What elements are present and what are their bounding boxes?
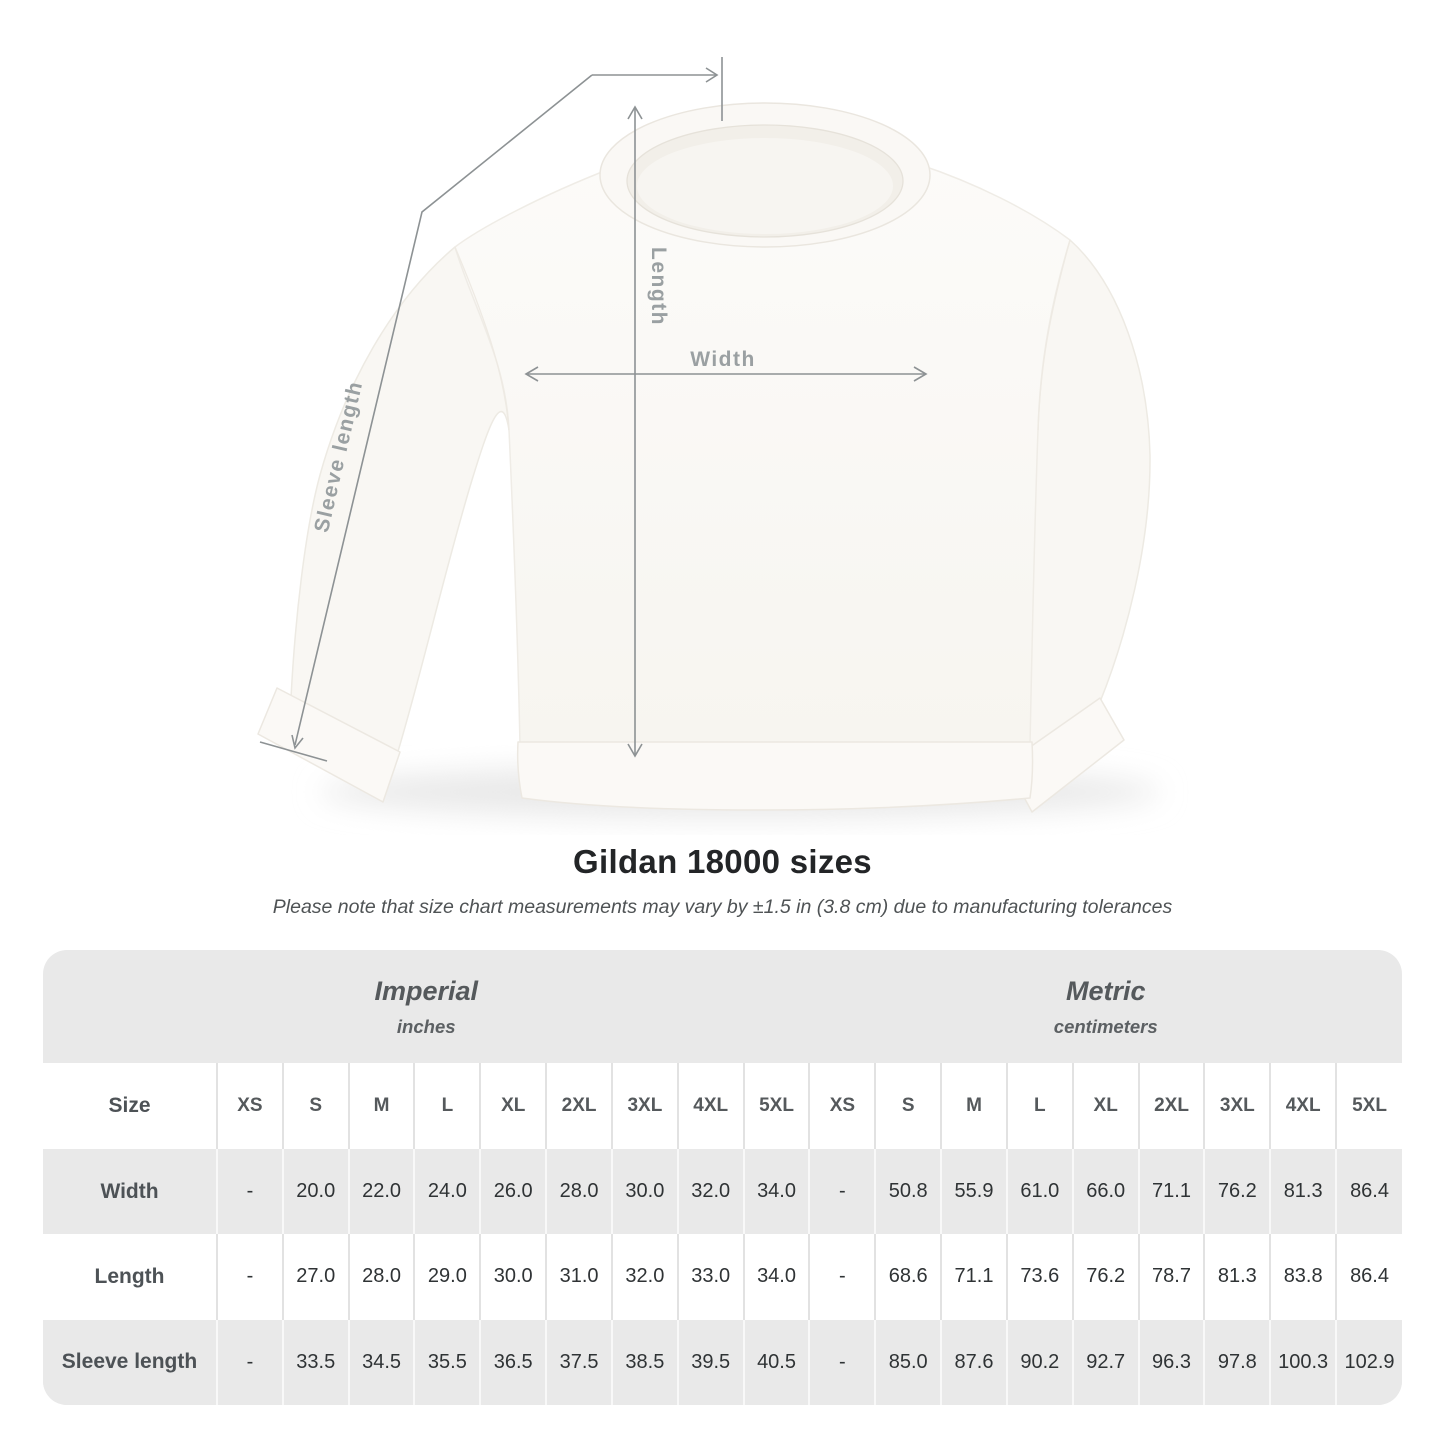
size-col-header: 3XL <box>1204 1063 1270 1148</box>
measurement-cell: 34.0 <box>744 1149 810 1234</box>
size-col-header: 2XL <box>546 1063 612 1148</box>
measurement-cell: 73.6 <box>1007 1234 1073 1319</box>
row-label: Width <box>100 1179 159 1203</box>
measurement-cell: - <box>217 1320 283 1405</box>
size-col-header: 3XL <box>612 1063 678 1148</box>
measurement-cell: 29.0 <box>414 1234 480 1319</box>
size-col-header: XL <box>1073 1063 1139 1148</box>
measurement-cell: 76.2 <box>1073 1234 1139 1319</box>
measurement-cell: 34.0 <box>744 1234 810 1319</box>
row-label: Length <box>94 1264 165 1288</box>
measurement-cell: 100.3 <box>1270 1320 1336 1405</box>
measurement-cell: 26.0 <box>480 1149 546 1234</box>
size-table <box>43 950 1402 1405</box>
measurement-cell: 96.3 <box>1139 1320 1205 1405</box>
measurement-cell: 102.9 <box>1336 1320 1402 1405</box>
size-col-header: S <box>875 1063 941 1148</box>
measurement-cell: 50.8 <box>875 1149 941 1234</box>
measurement-cell: 28.0 <box>349 1234 415 1319</box>
size-col-header: S <box>283 1063 349 1148</box>
measurement-cell: 83.8 <box>1270 1234 1336 1319</box>
measurement-cell: 86.4 <box>1336 1149 1402 1234</box>
measurement-cell: 34.5 <box>349 1320 415 1405</box>
measurement-cell: 31.0 <box>546 1234 612 1319</box>
unit-sub: centimeters <box>1053 1015 1158 1037</box>
size-table-card <box>43 950 1402 1405</box>
measurement-cell: 30.0 <box>612 1149 678 1234</box>
measurement-cell: 40.5 <box>744 1320 810 1405</box>
measurement-cell: 37.5 <box>546 1320 612 1405</box>
measurement-cell: 85.0 <box>875 1320 941 1405</box>
measurement-cell: 81.3 <box>1204 1234 1270 1319</box>
measurement-cell: - <box>809 1320 875 1405</box>
sleeve-length-measure-label: Sleeve length <box>310 378 368 535</box>
size-col-header: 4XL <box>678 1063 744 1148</box>
row-label: Sleeve length <box>61 1350 198 1374</box>
measurement-cell: 90.2 <box>1007 1320 1073 1405</box>
measurement-cell: 28.0 <box>546 1149 612 1234</box>
measurement-cell: 68.6 <box>875 1234 941 1319</box>
measurement-cell: 71.1 <box>941 1234 1007 1319</box>
size-col-header: 2XL <box>1139 1063 1205 1148</box>
sweatshirt-illustration <box>258 103 1150 812</box>
size-col-header: 4XL <box>1270 1063 1336 1148</box>
measurement-cell: 87.6 <box>941 1320 1007 1405</box>
size-col-header: M <box>941 1063 1007 1148</box>
measurement-cell: 71.1 <box>1139 1149 1205 1234</box>
size-col-header: XS <box>217 1063 283 1148</box>
measurement-cell: 39.5 <box>678 1320 744 1405</box>
unit-header-metric <box>809 950 1402 1063</box>
size-col-header: XL <box>480 1063 546 1148</box>
size-corner-label: Size <box>108 1094 151 1118</box>
measurement-cell: - <box>809 1234 875 1319</box>
measurement-cell: 32.0 <box>612 1234 678 1319</box>
measurement-cell: - <box>809 1149 875 1234</box>
size-col-header: 5XL <box>744 1063 810 1148</box>
page-title: Gildan 18000 sizes <box>573 843 872 880</box>
unit-header-imperial <box>43 950 809 1063</box>
measurement-cell: - <box>217 1149 283 1234</box>
measurement-cell: 32.0 <box>678 1149 744 1234</box>
unit-name: Metric <box>1065 975 1146 1006</box>
measurement-cell: 36.5 <box>480 1320 546 1405</box>
measurement-cell: 38.5 <box>612 1320 678 1405</box>
measurement-cell: 97.8 <box>1204 1320 1270 1405</box>
size-col-header: M <box>349 1063 415 1148</box>
measurement-cell: 33.0 <box>678 1234 744 1319</box>
measurement-cell: 55.9 <box>941 1149 1007 1234</box>
measurement-cell: 81.3 <box>1270 1149 1336 1234</box>
size-col-header: L <box>414 1063 480 1148</box>
measurement-cell: 33.5 <box>283 1320 349 1405</box>
size-col-header: 5XL <box>1336 1063 1402 1148</box>
measurement-cell: 76.2 <box>1204 1149 1270 1234</box>
measurement-cell: 92.7 <box>1073 1320 1139 1405</box>
length-measure-label: Length <box>647 247 670 326</box>
measurement-cell: 24.0 <box>414 1149 480 1234</box>
measurement-cell: 66.0 <box>1073 1149 1139 1234</box>
measurement-cell: 86.4 <box>1336 1234 1402 1319</box>
unit-sub: inches <box>396 1015 456 1037</box>
measurement-cell: 22.0 <box>349 1149 415 1234</box>
measurement-cell: 20.0 <box>283 1149 349 1234</box>
measurement-cell: 61.0 <box>1007 1149 1073 1234</box>
size-col-header: L <box>1007 1063 1073 1148</box>
measurement-cell: 30.0 <box>480 1234 546 1319</box>
measurement-cell: - <box>217 1234 283 1319</box>
unit-name: Imperial <box>374 975 478 1006</box>
size-col-header: XS <box>809 1063 875 1148</box>
measurement-cell: 78.7 <box>1139 1234 1205 1319</box>
tolerance-note: Please note that size chart measurements may vary by ±1.5 in (3.8 cm) due to manufacturing tolerances <box>272 896 1173 918</box>
measurement-cell: 27.0 <box>283 1234 349 1319</box>
measurement-cell: 35.5 <box>414 1320 480 1405</box>
width-measure-label: Width <box>690 348 756 371</box>
